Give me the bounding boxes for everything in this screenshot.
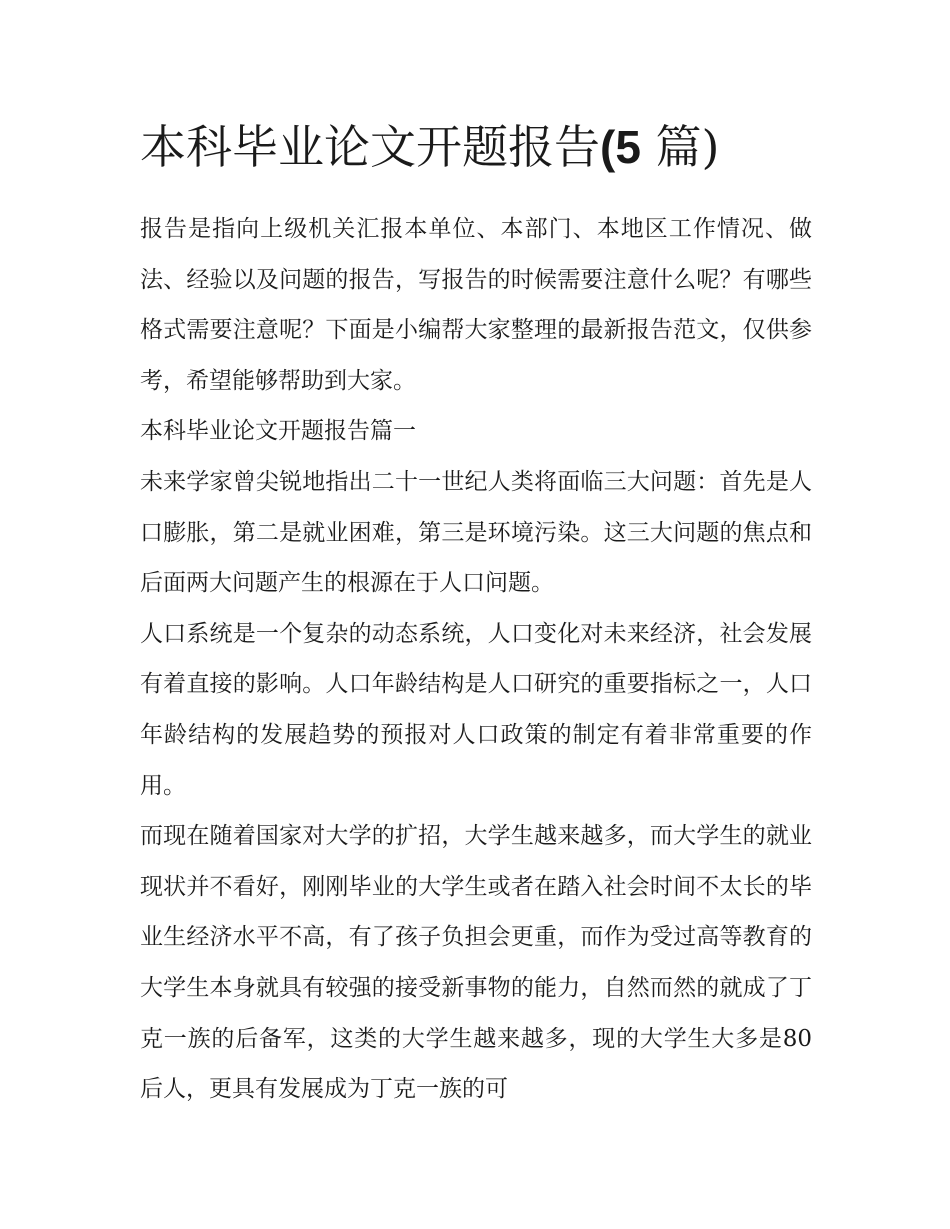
title-count: (5 bbox=[600, 121, 641, 173]
document-title bbox=[140, 108, 812, 186]
title-text: 本科毕业论文开题报告 bbox=[140, 120, 600, 174]
document-body bbox=[140, 108, 812, 1115]
intro-paragraph: 报告是指向上级机关汇报本单位、本部门、本地区工作情况、做法、经验以及问题的报告，写报告的时候需要注意什么呢？有哪些格式需要注意呢？下面是小编帮大家整理的最新报告范文，仅供参考，希望能够帮助到大家。 bbox=[140, 216, 812, 394]
section-heading: 本科毕业论文开题报告篇一 bbox=[140, 418, 416, 445]
title-suffix: 篇) bbox=[640, 120, 720, 174]
body-paragraph: 未来学家曾尖锐地指出二十一世纪人类将面临三大问题：首先是人口膨胀，第二是就业困难，第三是环境污染。这三大问题的焦点和后面两大问题产生的根源在于人口问题。 bbox=[140, 468, 812, 597]
body-paragraph: 而现在随着国家对大学的扩招，大学生越来越多，而大学生的就业现状并不看好，刚刚毕业的大学生或者在踏入社会时间不太长的毕业生经济水平不高，有了孩子负担会更重，而作为受过高等教育的大学生本身就具有较强的接受新事物的能力，自然而然的就成了丁克一族的后备军，这类的大学生越来越多，现的大学生大多是80后人，更具有发展成为丁克一族的可 bbox=[140, 823, 812, 1103]
body-paragraph: 人口系统是一个复杂的动态系统，人口变化对未来经济，社会发展有着直接的影响。人口年龄结构是人口研究的重要指标之一，人口年龄结构的发展趋势的预报对人口政策的制定有着非常重要的作用。 bbox=[140, 620, 812, 799]
